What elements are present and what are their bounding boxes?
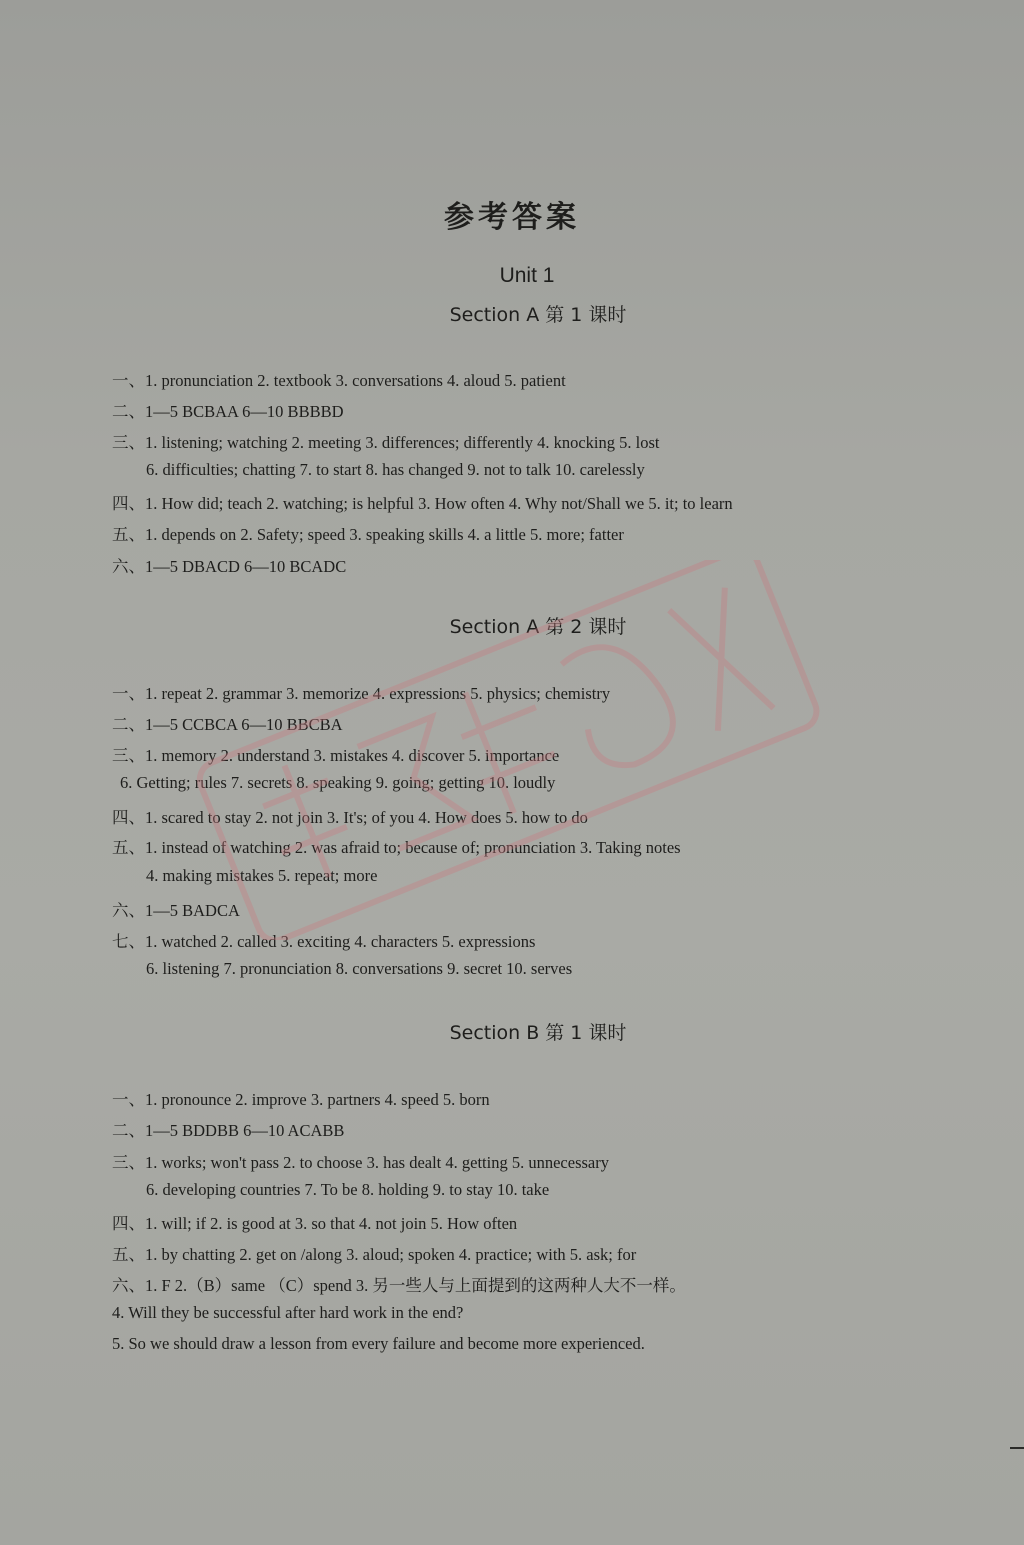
answer-line: 五、1. depends on 2. Safety; speed 3. speaking skills 4. a little 5. more; fatter (112, 525, 624, 544)
answer-line: 5. So we should draw a lesson from every failure and become more experienced. (112, 1334, 645, 1353)
answer-line: 4. making mistakes 5. repeat; more (146, 866, 378, 885)
answer-line: 二、1—5 BCBAA 6—10 BBBBD (112, 402, 344, 421)
section-heading: Section B 第 1 课时 (449, 1022, 627, 1044)
answer-line: 6. listening 7. pronunciation 8. conversations 9. secret 10. serves (146, 959, 573, 978)
answer-line: 五、1. by chatting 2. get on /along 3. aloud; spoken 4. practice; with 5. ask; for (112, 1245, 637, 1264)
answer-line: 二、1—5 BDDBB 6—10 ACABB (112, 1121, 345, 1140)
answer-line: 4. Will they be successful after hard work in the end? (112, 1303, 464, 1322)
page-edge-mark (1010, 1447, 1024, 1449)
page-title: 参考答案 (444, 200, 580, 235)
answer-line: 六、1—5 DBACD 6—10 BCADC (112, 557, 347, 576)
answer-line: 二、1—5 CCBCA 6—10 BBCBA (112, 715, 343, 734)
unit-title: Unit 1 (499, 264, 555, 287)
answer-line: 四、1. will; if 2. is good at 3. so that 4. not join 5. How often (112, 1214, 518, 1233)
answer-line: 6. Getting; rules 7. secrets 8. speaking 9. going; getting 10. loudly (120, 773, 556, 792)
answer-line: 四、1. How did; teach 2. watching; is helpful 3. How often 4. Why not/Shall we 5. it; to learn (112, 494, 733, 513)
answer-line: 六、1. F 2.（B）same （C）spend 3. 另一些人与上面提到的这两种人大不一样。 (112, 1276, 686, 1295)
answer-line: 6. developing countries 7. To be 8. holding 9. to stay 10. take (146, 1180, 550, 1199)
answer-line: 6. difficulties; chatting 7. to start 8. has changed 9. not to talk 10. carelessly (146, 460, 645, 479)
section-heading: Section A 第 1 课时 (449, 304, 627, 326)
section-heading: Section A 第 2 课时 (449, 616, 627, 638)
answer-line: 三、1. listening; watching 2. meeting 3. differences; differently 4. knocking 5. lost (112, 433, 660, 452)
answer-line: 三、1. works; won't pass 2. to choose 3. has dealt 4. getting 5. unnecessary (112, 1153, 609, 1172)
answer-line: 四、1. scared to stay 2. not join 3. It's; of you 4. How does 5. how to do (112, 808, 588, 827)
answer-line: 三、1. memory 2. understand 3. mistakes 4. discover 5. importance (112, 746, 560, 765)
answer-line: 一、1. repeat 2. grammar 3. memorize 4. expressions 5. physics; chemistry (112, 684, 611, 703)
answer-line: 五、1. instead of watching 2. was afraid to; because of; pronunciation 3. Taking notes (112, 838, 681, 857)
answer-line: 一、1. pronunciation 2. textbook 3. conversations 4. aloud 5. patient (112, 371, 566, 390)
answer-line: 七、1. watched 2. called 3. exciting 4. characters 5. expressions (112, 932, 536, 951)
answer-line: 六、1—5 BADCA (112, 901, 240, 920)
answer-line: 一、1. pronounce 2. improve 3. partners 4. speed 5. born (112, 1090, 490, 1109)
